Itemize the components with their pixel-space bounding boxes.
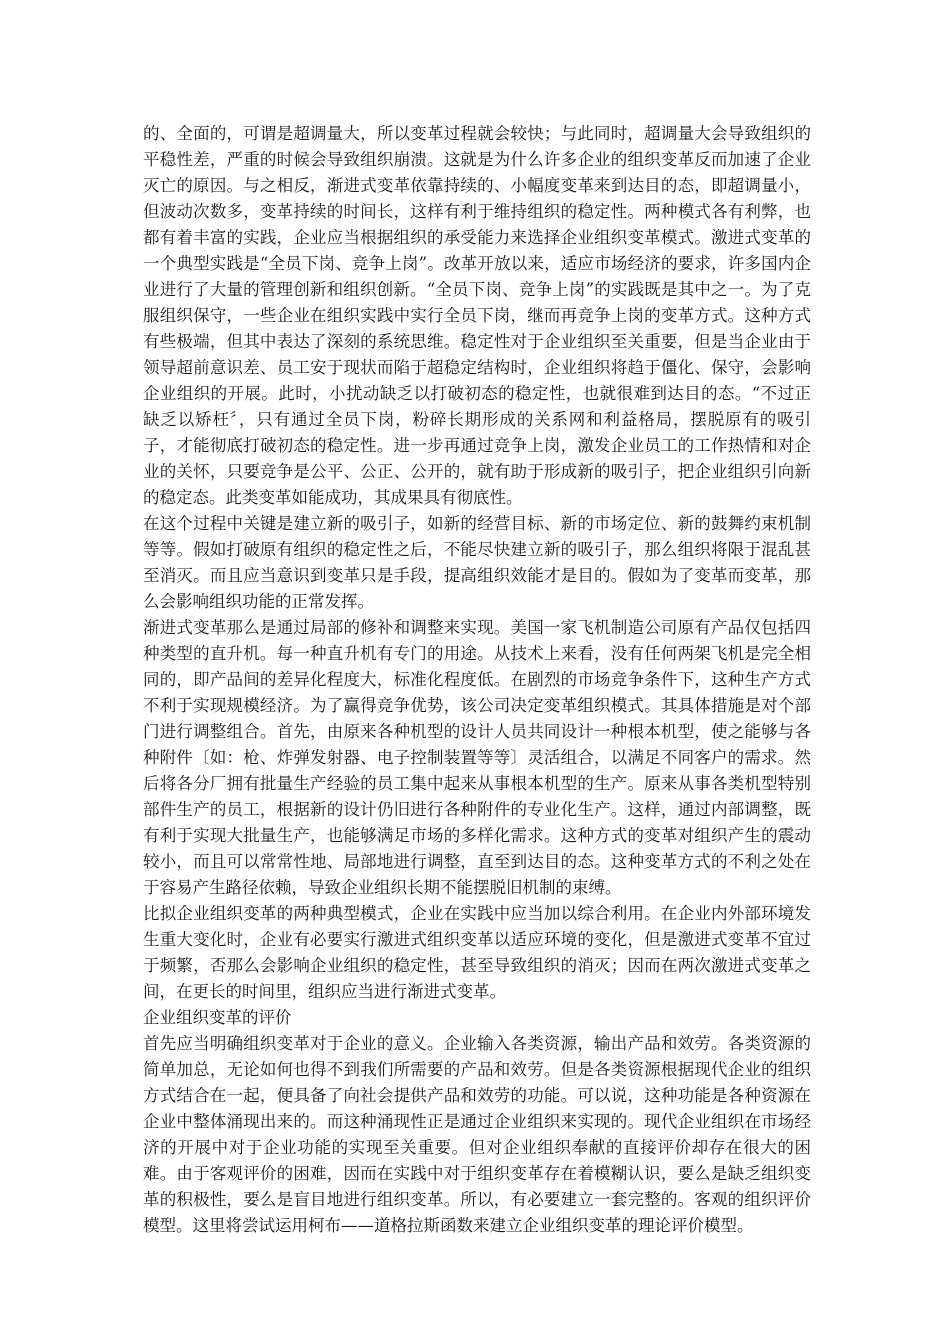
- document-body: [143, 121, 811, 1239]
- section-heading-evaluation: 企业组织变革的评价: [143, 1008, 292, 1027]
- paragraph-incremental-change: 渐进式变革那么是通过局部的修补和调整来实现。美国一家飞机制造公司原有产品仅包括四种类型的直升机。每一种直升机有专门的用途。从技术上来看，没有任何两架飞机是完全相同的，即产品间的差异化程度大，标准化程度低。在剧烈的市场竞争条件下，这种生产方式不利于实现规模经济。为了赢得竞争优势，该公司决定变革组织模式。其具体措施是对个部门进行调整组合。首先，由原来各种机型的设计人员共同设计一种根本机型，使之能够与各种附件〔如：枪、炸弹发射器、电子控制装置等等〕灵活组合，以满足不同客户的需求。然后将各分厂拥有批量生产经验的员工集中起来从事根本机型的生产。原来从事各类机型特别部件生产的员工，根据新的设计仍旧进行各种附件的专业化生产。这样，通过内部调整，既有利于实现大批量生产，也能够满足市场的多样化需求。这种方式的变革对组织产生的震动较小，而且可以常常性地、局部地进行调整，直至到达目的态。这种变革方式的不利之处在于容易产生路径依赖，导致企业组织长期不能摆脱旧机制的束缚。: [143, 618, 811, 897]
- paragraph-comparison: 比拟企业组织变革的两种典型模式，企业在实践中应当加以综合利用。在企业内外部环境发生重大变化时，企业有必要实行激进式组织变革以适应环境的变化，但是激进式变革不宜过于频繁，否那么会影响企业组织的稳定性，甚至导致组织的消灭；因而在两次激进式变革之间，在更长的时间里，组织应当进行渐进式变革。: [143, 904, 811, 1001]
- paragraph-evaluation: 首先应当明确组织变革对于企业的意义。企业输入各类资源，输出产品和效劳。各类资源的简单加总，无论如何也得不到我们所需要的产品和效劳。但是各类资源根据现代企业的组织方式结合在一起，便具备了向社会提供产品和效劳的功能。可以说，这种功能是各种资源在企业中整体涌现出来的。而这种涌现性正是通过企业组织来实现的。现代企业组织在市场经济的开展中对于企业功能的实现至关重要。但对企业组织奉献的直接评价却存在很大的困难。由于客观评价的困难，因而在实践中对于组织变革存在着模糊认识，要么是缺乏组织变革的积极性，要么是盲目地进行组织变革。所以，有必要建立一套完整的。客观的组织评价模型。这里将尝试运用柯布——道格拉斯函数来建立企业组织变革的理论评价模型。: [143, 1034, 811, 1235]
- paragraph-new-attractor: 在这个过程中关键是建立新的吸引子，如新的经营目标、新的市场定位、新的鼓舞约束机制等等。假如打破原有组织的稳定性之后，不能尽快建立新的吸引子，那么组织将限于混乱甚至消灭。而且应当意识到变革只是手段，提高组织效能才是目的。假如为了变革而变革，那么会影响组织功能的正常发挥。: [143, 514, 811, 611]
- paragraph-radical-change: 的、全面的，可谓是超调量大，所以变革过程就会较快；与此同时，超调量大会导致组织的平稳性差，严重的时候会导致组织崩溃。这就是为什么许多企业的组织变革反而加速了企业灭亡的原因。与之相反，渐进式变革依靠持续的、小幅度变革来到达目的态，即超调量小，但波动次数多，变革持续的时间长，这样有利于维持组织的稳定性。两种模式各有利弊，也都有着丰富的实践，企业应当根据组织的承受能力来选择企业组织变革模式。激进式变革的一个典型实践是“全员下岗、竞争上岗”。改革开放以来，适应市场经济的要求，许多国内企业进行了大量的管理创新和组织创新。“全员下岗、竞争上岗”的实践既是其中之一。为了克服组织保守，一些企业在组织实践中实行全员下岗，继而再竞争上岗的变革方式。这种方式有些极端，但其中表达了深刻的系统思维。稳定性对于企业组织至关重要，但是当企业由于领导超前意识差、员工安于现状而陷于超稳定结构时，企业组织将趋于僵化、保守，会影响企业组织的开展。此时，小扰动缺乏以打破初态的稳定性，也就很难到达目的态。“不过正缺乏以矫枉〞，只有通过全员下岗，粉碎长期形成的关系网和利益格局，摆脱原有的吸引子，才能彻底打破初态的稳定性。进一步再通过竞争上岗，激发企业员工的工作热情和对企业的关怀，只要竞争是公平、公正、公开的，就有助于形成新的吸引子，把企业组织引向新的稳定态。此类变革如能成功，其成果具有彻底性。: [143, 124, 811, 507]
